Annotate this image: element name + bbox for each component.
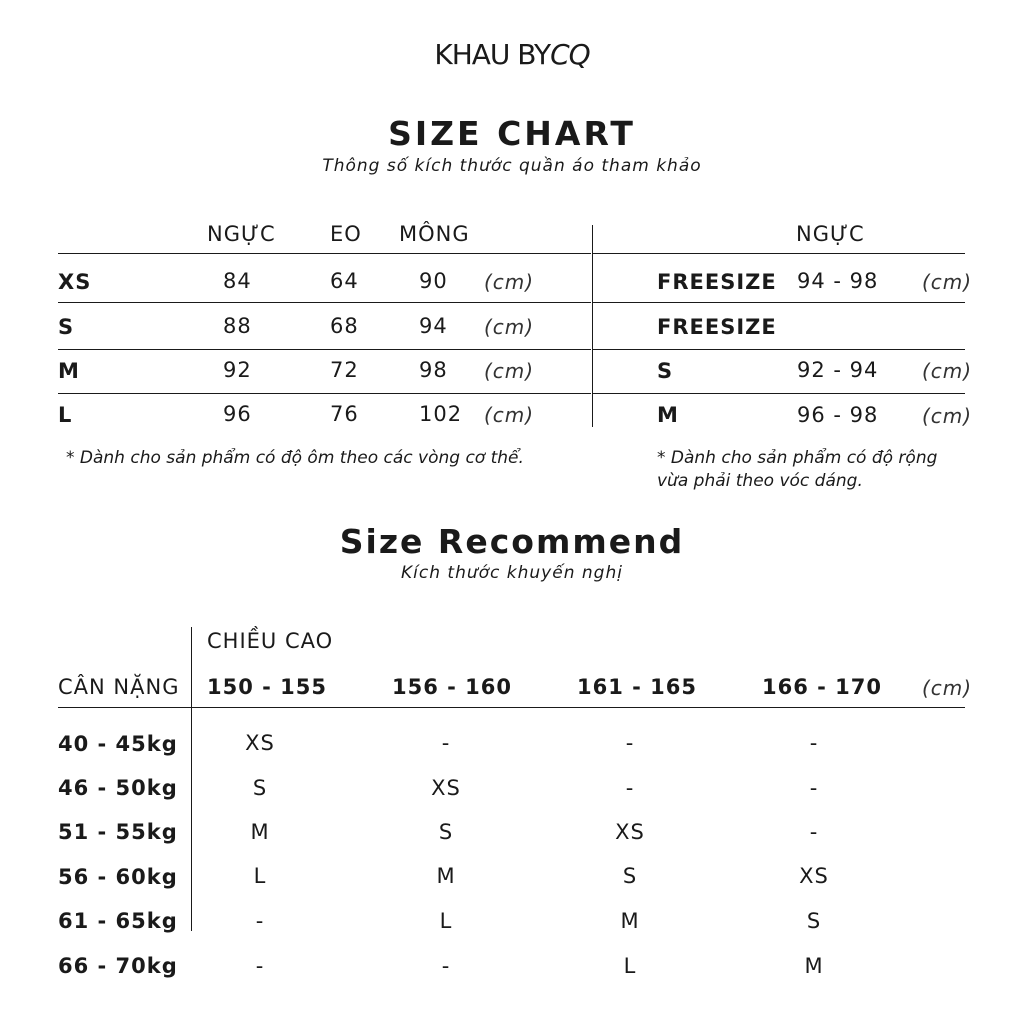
size-recommend-subtitle: Kích thước khuyến nghị (401, 563, 623, 583)
unit-label: (cm) (484, 315, 535, 339)
size-chart-subtitle: Thông số kích thước quần áo tham khảo (322, 156, 702, 176)
hip-value: 94 (419, 314, 448, 338)
chest-value: 92 - 94 (797, 358, 879, 382)
size-cell: - (255, 954, 265, 978)
size-cell: - (809, 820, 819, 844)
size-cell: M (436, 864, 456, 888)
left-table-rule (58, 349, 591, 350)
left-table-rule (58, 302, 591, 303)
size-cell: - (809, 776, 819, 800)
hip-value: 90 (419, 269, 448, 293)
unit-label: (cm) (484, 270, 535, 294)
header-hip: MÔNG (399, 222, 470, 246)
weight-range: 40 - 45kg (58, 732, 178, 756)
unit-label: (cm) (484, 403, 535, 427)
size-cell: L (439, 909, 453, 933)
size-cell: XS (799, 864, 829, 888)
size-cell: - (809, 731, 819, 755)
size-chart-title: SIZE CHART (388, 114, 636, 153)
size-cell: - (625, 731, 635, 755)
size-label: XS (58, 270, 92, 294)
size-cell: S (252, 776, 268, 800)
chest-value: 92 (223, 358, 252, 382)
size-cell: S (806, 909, 822, 933)
size-cell: M (804, 954, 824, 978)
waist-value: 68 (330, 314, 359, 338)
weight-range: 61 - 65kg (58, 909, 178, 933)
unit-label: (cm) (922, 404, 973, 428)
size-label: S (58, 315, 75, 339)
table-divider (592, 225, 593, 427)
left-table-rule (58, 253, 591, 254)
size-cell: M (250, 820, 270, 844)
chest-value: 94 - 98 (797, 269, 879, 293)
weight-label: CÂN NẶNG (58, 675, 180, 699)
hip-value: 102 (419, 402, 463, 426)
waist-value: 64 (330, 269, 359, 293)
weight-range: 51 - 55kg (58, 820, 178, 844)
right-table-rule (593, 349, 965, 350)
chest-value: 96 - 98 (797, 403, 879, 427)
unit-label: (cm) (922, 359, 973, 383)
height-label: CHIỀU CAO (207, 629, 334, 653)
size-label: FREESIZE (657, 315, 777, 339)
left-table-rule (58, 393, 591, 394)
chest-value: 84 (223, 269, 252, 293)
height-range: 156 - 160 (392, 675, 513, 699)
size-cell: - (441, 731, 451, 755)
height-range: 166 - 170 (762, 675, 883, 699)
size-cell: XS (431, 776, 461, 800)
size-label: M (58, 359, 80, 383)
weight-range: 46 - 50kg (58, 776, 178, 800)
size-label: L (58, 403, 73, 427)
unit-label: (cm) (922, 676, 973, 700)
header-chest: NGỰC (207, 222, 276, 246)
right-table-rule (593, 253, 965, 254)
size-cell: M (620, 909, 640, 933)
height-range: 161 - 165 (577, 675, 698, 699)
size-cell: S (438, 820, 454, 844)
right-table-note: * Dành cho sản phẩm có độ rộng vừa phải theo vóc dáng. (657, 448, 938, 491)
size-cell: XS (245, 731, 275, 755)
header-freesize-chest: NGỰC (796, 222, 865, 246)
recommend-divider (191, 627, 192, 931)
waist-value: 72 (330, 358, 359, 382)
chest-value: 96 (223, 402, 252, 426)
unit-label: (cm) (484, 359, 535, 383)
brand-mark: CQ (550, 38, 590, 71)
hip-value: 98 (419, 358, 448, 382)
size-label: S (657, 359, 674, 383)
brand-logo (0, 38, 1024, 71)
unit-label: (cm) (922, 270, 973, 294)
header-waist: EO (330, 222, 362, 246)
size-cell: S (622, 864, 638, 888)
size-cell: - (255, 909, 265, 933)
right-table-rule (593, 393, 965, 394)
size-label: M (657, 403, 679, 427)
size-cell: L (623, 954, 637, 978)
recommend-rule (58, 707, 965, 708)
size-cell: - (625, 776, 635, 800)
size-cell: - (441, 954, 451, 978)
weight-range: 56 - 60kg (58, 865, 178, 889)
size-label: FREESIZE (657, 270, 777, 294)
left-table-note: * Dành cho sản phẩm có độ ôm theo các vòng cơ thể. (66, 448, 524, 468)
size-cell: L (253, 864, 267, 888)
chest-value: 88 (223, 314, 252, 338)
size-cell: XS (615, 820, 645, 844)
brand-name: KHAU BY (434, 38, 551, 71)
weight-range: 66 - 70kg (58, 954, 178, 978)
size-recommend-title: Size Recommend (339, 522, 685, 561)
height-range: 150 - 155 (207, 675, 328, 699)
waist-value: 76 (330, 402, 359, 426)
right-table-rule (593, 302, 965, 303)
